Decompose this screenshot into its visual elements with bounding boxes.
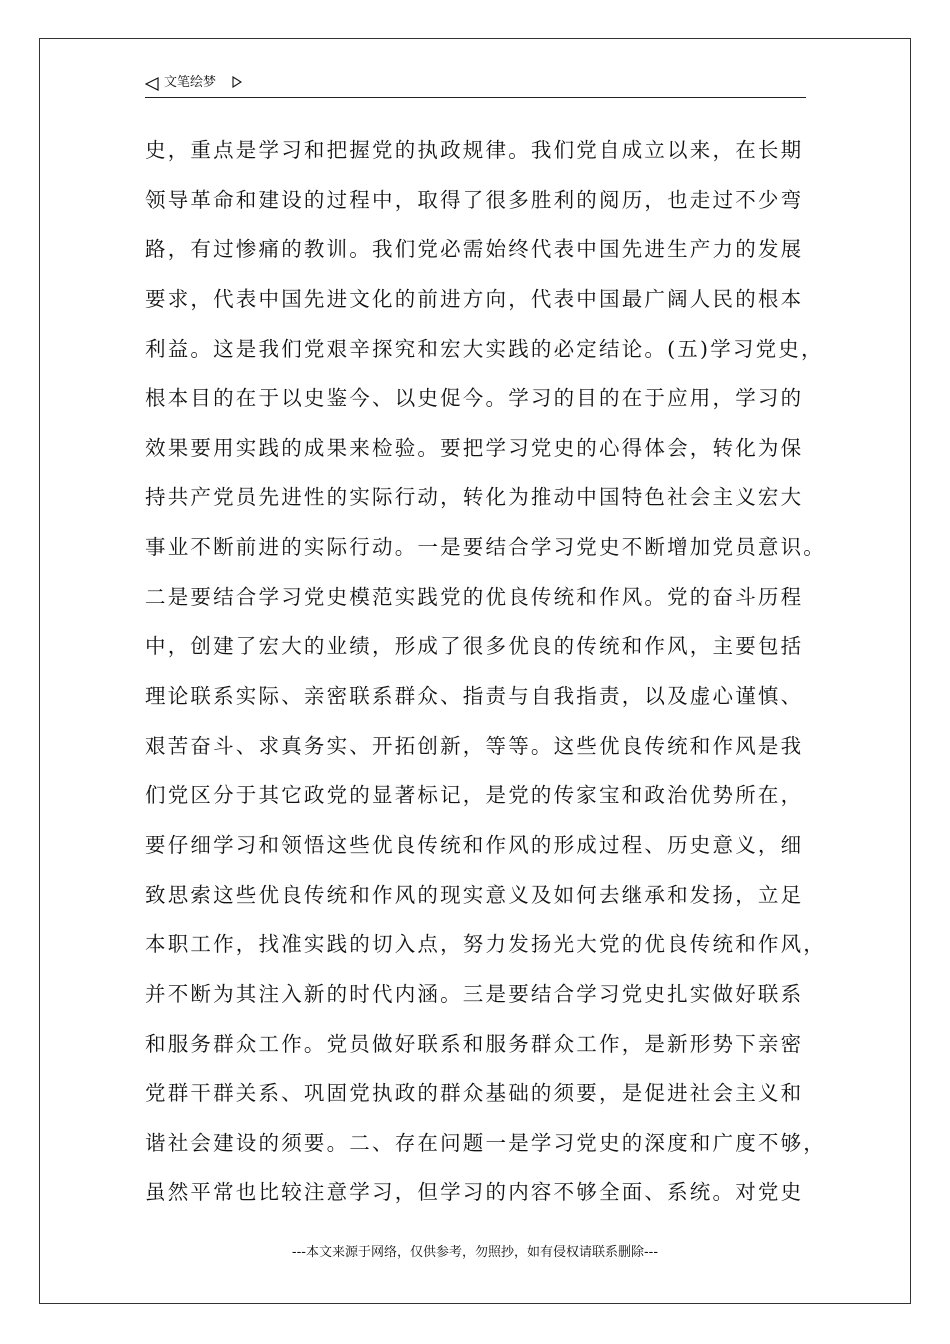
text-line: 并不断为其注入新的时代内涵。三是要结合学习党史扎实做好联系 bbox=[145, 981, 804, 1006]
text-line: 谐社会建设的须要。二、存在问题一是学习党史的深度和广度不够， bbox=[145, 1130, 826, 1155]
header-brand: 文笔绘梦 bbox=[164, 75, 217, 90]
text-line: 虽然平常也比较注意学习，但学习的内容不够全面、系统。对党史 bbox=[145, 1180, 804, 1205]
text-line: 本职工作，找准实践的切入点，努力发扬光大党的优良传统和作风， bbox=[145, 932, 826, 957]
text-line: 效果要用实践的成果来检验。要把学习党史的心得体会，转化为保 bbox=[145, 435, 804, 460]
triangle-left-outline-icon bbox=[145, 77, 159, 91]
text-line: 根本目的在于以史鉴今、以史促今。学习的目的在于应用，学习的 bbox=[145, 386, 804, 411]
text-line: 和服务群众工作。党员做好联系和服务群众工作，是新形势下亲密 bbox=[145, 1031, 804, 1056]
text-line: 二是要结合学习党史模范实践党的优良传统和作风。党的奋斗历程 bbox=[145, 584, 804, 609]
text-line: 艰苦奋斗、求真务实、开拓创新，等等。这些优良传统和作风是我 bbox=[145, 733, 804, 758]
text-line: 们党区分于其它政党的显著标记，是党的传家宝和政治优势所在， bbox=[145, 783, 804, 808]
footer-disclaimer: ---本文来源于网络，仅供参考，勿照抄，如有侵权请联系删除--- bbox=[291, 1245, 659, 1260]
document-body bbox=[145, 126, 825, 1218]
text-line: 持共产党员先进性的实际行动，转化为推动中国特色社会主义宏大 bbox=[145, 485, 804, 510]
triangle-right-outline-icon bbox=[232, 76, 242, 88]
text-line: 中，创建了宏大的业绩，形成了很多优良的传统和作风，主要包括 bbox=[145, 634, 804, 659]
text-line: 史，重点是学习和把握党的执政规律。我们党自成立以来，在长期 bbox=[145, 138, 804, 162]
text-line: 事业不断前进的实际行动。一是要结合学习党史不断增加党员意识。 bbox=[145, 535, 826, 560]
page-header bbox=[145, 72, 806, 98]
text-line: 利益。这是我们党艰辛探究和宏大实践的必定结论。(五)学习党史， bbox=[145, 336, 824, 361]
text-line: 理论联系实际、亲密联系群众、指责与自我指责，以及虚心谨慎、 bbox=[145, 684, 804, 709]
text-line: 致思索这些优良传统和作风的现实意义及如何去继承和发扬，立足 bbox=[145, 882, 804, 907]
text-line: 党群干群关系、巩固党执政的群众基础的须要，是促进社会主义和 bbox=[145, 1081, 804, 1106]
text-line: 要仔细学习和领悟这些优良传统和作风的形成过程、历史意义，细 bbox=[145, 832, 804, 857]
text-line: 要求，代表中国先进文化的前进方向，代表中国最广阔人民的根本 bbox=[145, 286, 804, 311]
text-line: 领导革命和建设的过程中，取得了很多胜利的阅历，也走过不少弯 bbox=[145, 187, 804, 212]
text-line: 路，有过惨痛的教训。我们党必需始终代表中国先进生产力的发展 bbox=[145, 237, 804, 262]
